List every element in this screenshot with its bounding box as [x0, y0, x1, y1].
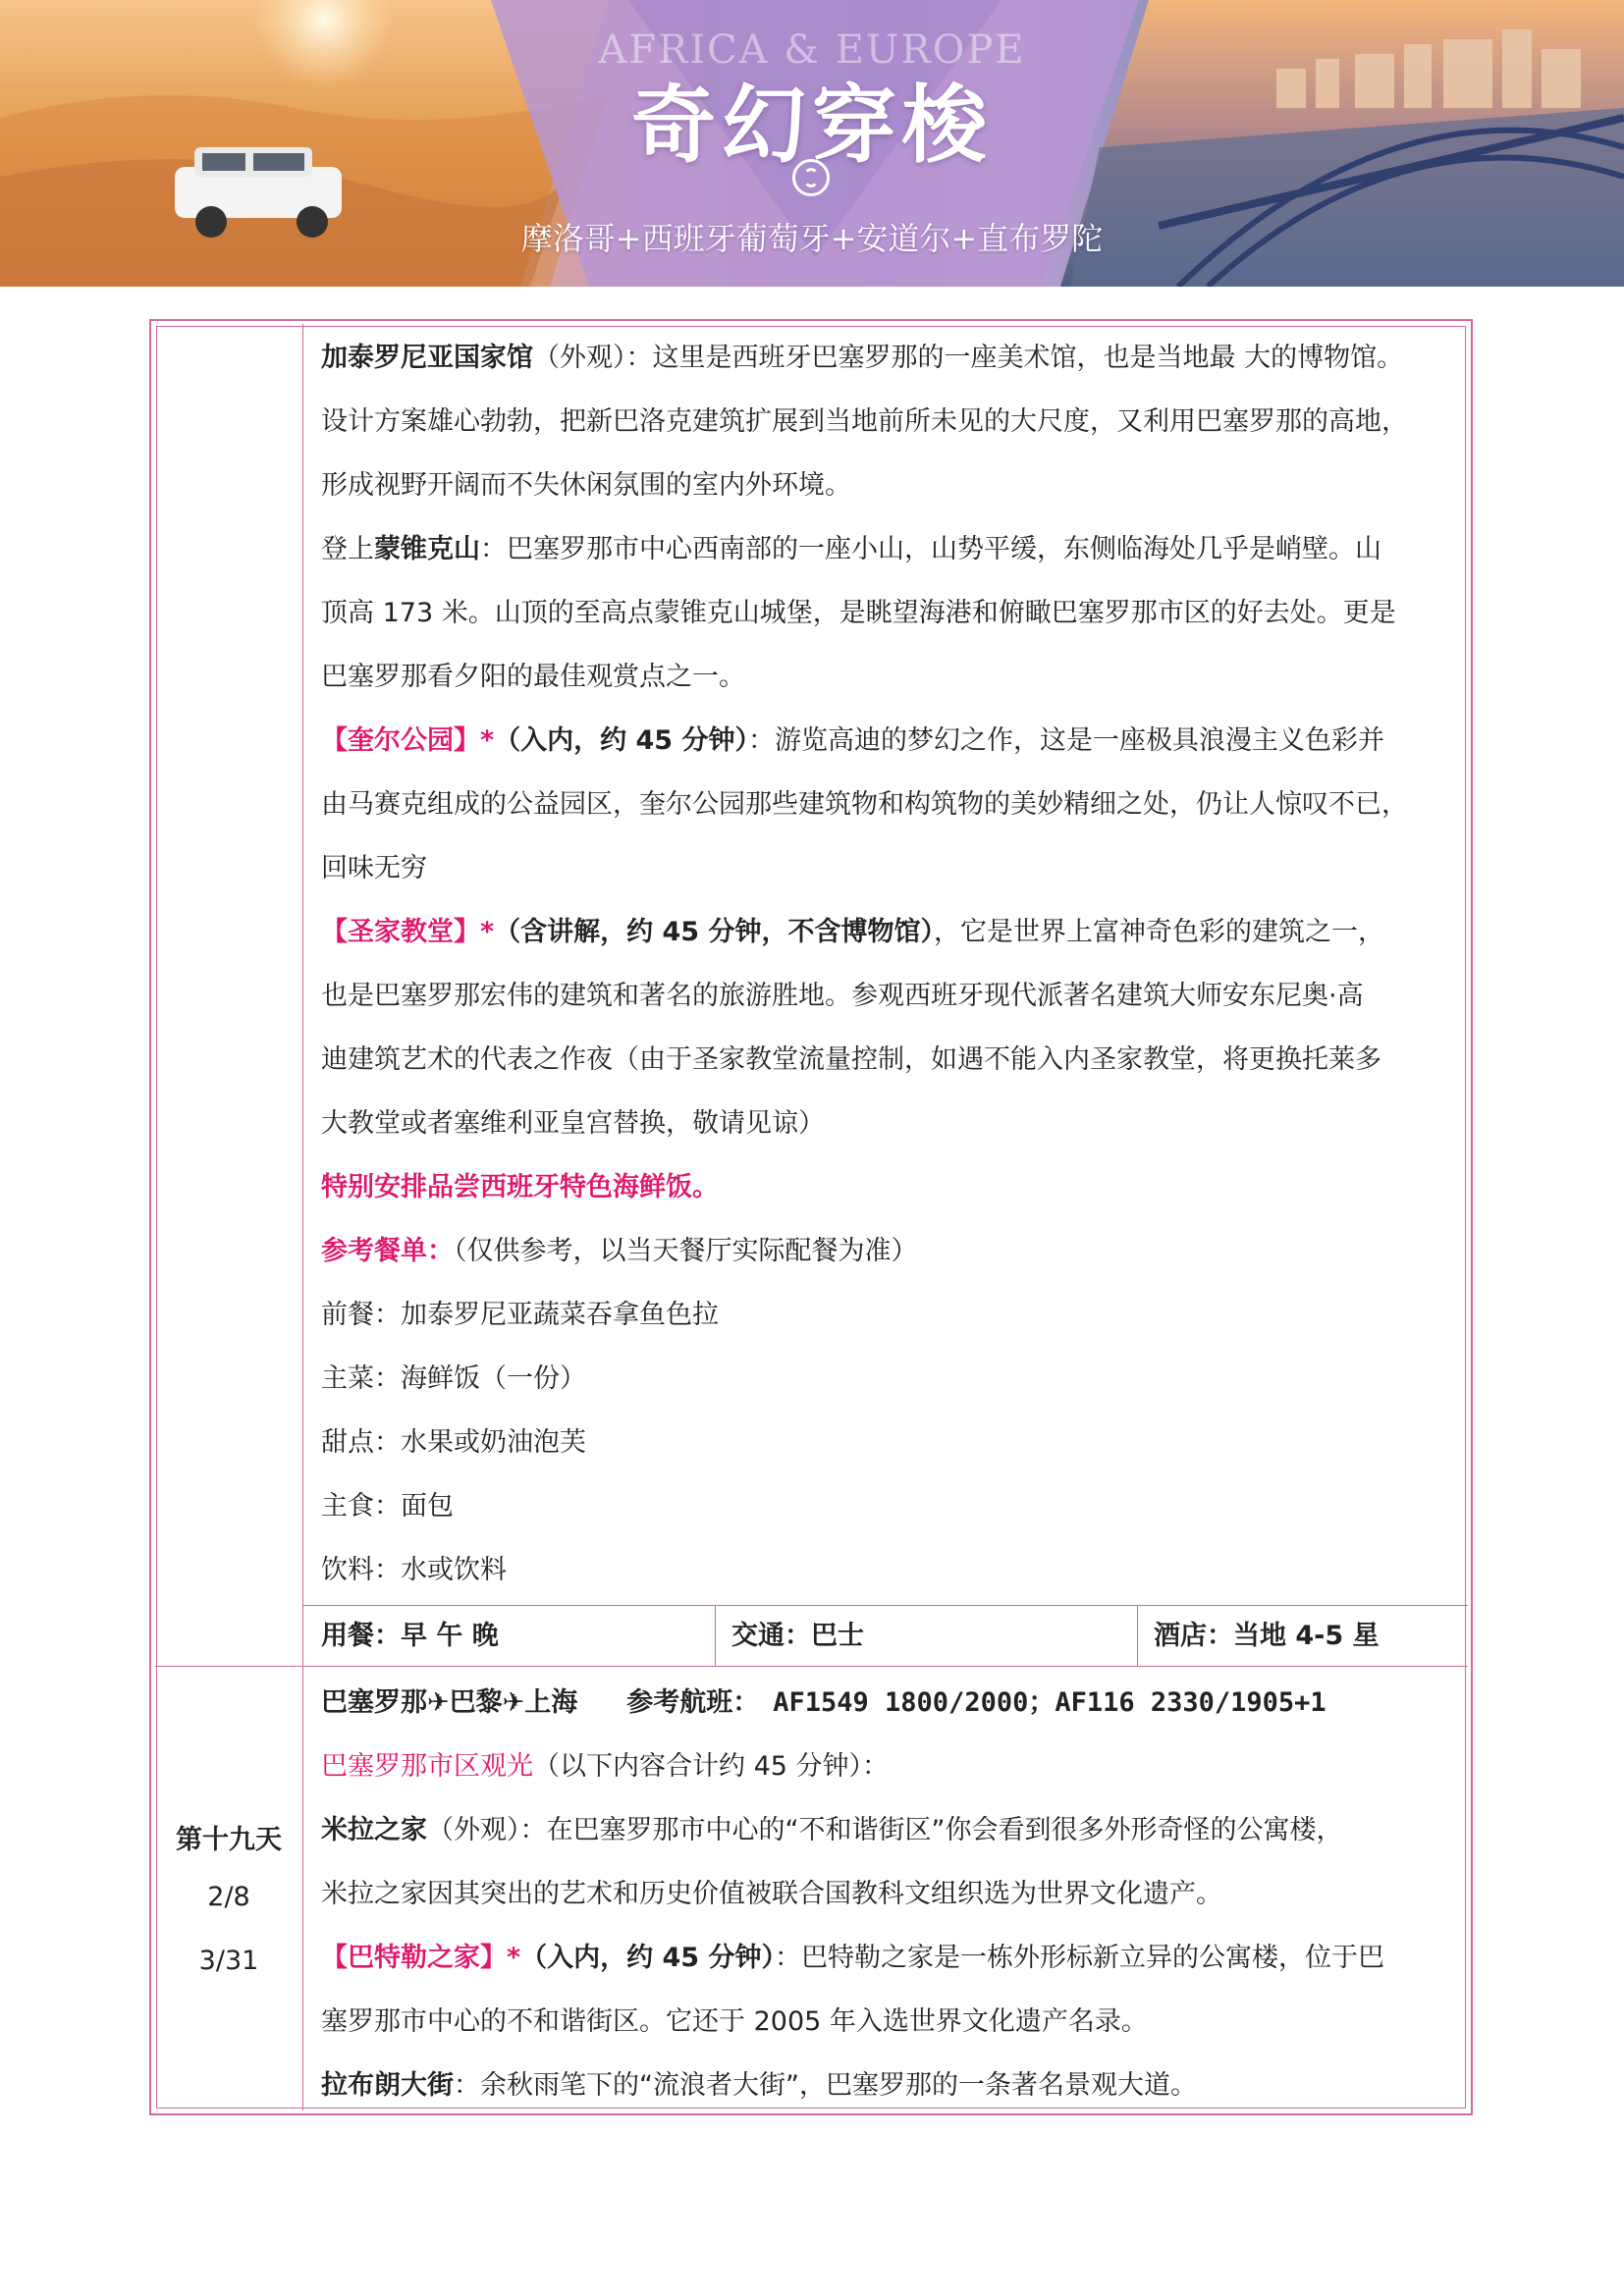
paragraph-casa-mila — [321, 1816, 1342, 1845]
text-line: 也是巴塞罗那宏伟的建筑和著名的旅游胜地。参观西班牙现代派著名建筑大师安东尼奥·高 — [321, 981, 1364, 1011]
menu-title: 参考餐单： — [321, 1236, 454, 1266]
hotel-cell: 酒店：当地 4-5 星 — [1154, 1621, 1380, 1651]
special-meal: 特别安排品尝西班牙特色海鲜饭。 — [321, 1172, 719, 1202]
menu-item: 饮料：水或饮料 — [321, 1555, 507, 1585]
sagrada-familia-note: （含讲解，约 45 分钟，不含博物馆） — [494, 917, 934, 947]
date-1: 2/8 — [207, 1882, 250, 1912]
logo-icon — [792, 159, 830, 196]
text-line: 由马赛克组成的公益园区，奎尔公园那些建筑物和构筑物的美妙精细之处，仍让人惊叹不已， — [321, 789, 1408, 820]
paragraph-la-rambla — [321, 2071, 1197, 2101]
banner-title: 奇幻穿梭 — [631, 77, 993, 175]
city-tour-heading — [321, 1752, 889, 1782]
casa-batllo-name: 【巴特勒之家】* — [321, 1943, 521, 1973]
paragraph-casa-batllo — [321, 1944, 1384, 1973]
banner-subtitle: 摩洛哥+西班牙葡萄牙+安道尔+直布罗陀 — [520, 220, 1104, 257]
column-divider — [302, 324, 303, 2110]
city-tour-title: 巴塞罗那市区观光 — [321, 1751, 533, 1782]
day-label: 第十九天 — [176, 1825, 282, 1855]
row-divider — [155, 1666, 1468, 1667]
cell-divider — [715, 1605, 716, 1666]
park-guell-note: （入内，约 45 分钟） — [494, 725, 748, 756]
banner-english-title: AFRICA & EUROPE — [598, 27, 1026, 73]
itinerary-table — [149, 319, 1473, 2115]
casa-batllo-note: （入内，约 45 分钟） — [520, 1943, 775, 1973]
text-line: ：巴塞罗那市中心西南部的一座小山，山势平缓，东侧临海处几乎是峭壁。山 — [480, 534, 1381, 564]
header-banner — [0, 0, 1624, 287]
text-line: 设计方案雄心勃勃，把新巴洛克建筑扩展到当地前所未见的大尺度，又利用巴塞罗那的高地， — [321, 406, 1408, 437]
menu-note: （仅供参考，以当天餐厅实际配餐为准） — [454, 1236, 918, 1266]
text-line: ：游览高迪的梦幻之作，这是一座极具浪漫主义色彩并 — [748, 725, 1384, 756]
menu-item: 主菜：海鲜饭（一份） — [321, 1363, 586, 1394]
casa-mila-name: 米拉之家 — [321, 1815, 427, 1845]
montjuic-name: 蒙锥克山 — [374, 534, 480, 564]
route: 巴塞罗那✈巴黎✈上海 — [321, 1687, 578, 1718]
text-line: 迪建筑艺术的代表之作夜（由于圣家教堂流量控制，如遇不能入内圣家教堂，将更换托莱多 — [321, 1044, 1381, 1075]
national-museum-name: 加泰罗尼亚国家馆 — [321, 343, 533, 373]
text-line: ：余秋雨笔下的“流浪者大街”，巴塞罗那的一条著名景观大道。 — [454, 2070, 1197, 2101]
text-line: 米拉之家因其突出的艺术和历史价值被联合国教科文组织选为世界文化遗产。 — [321, 1879, 1222, 1909]
paragraph-sagrada-familia — [321, 918, 1384, 947]
menu-item: 主食：面包 — [321, 1491, 454, 1522]
park-guell-name: 【奎尔公园】* — [321, 725, 495, 756]
menu-item: 甜点：水果或奶油泡芙 — [321, 1427, 586, 1458]
sagrada-familia-name: 【圣家教堂】* — [321, 917, 495, 947]
text-line: 顶高 173 米。山顶的至高点蒙锥克山城堡，是眺望海港和俯瞰巴塞罗那市区的好去处。更是 — [321, 598, 1396, 628]
paragraph-montjuic — [321, 535, 1381, 564]
la-rambla-name: 拉布朗大街 — [321, 2070, 454, 2101]
text-line: ：巴特勒之家是一栋外形标新立异的公寓楼，位于巴 — [775, 1943, 1384, 1973]
city-tour-note: （以下内容合计约 45 分钟）： — [533, 1751, 890, 1782]
text-line: 塞罗那市中心的不和谐街区。它还于 2005 年入选世界文化遗产名录。 — [321, 2006, 1148, 2037]
text-line: （外观）：在巴塞罗那市中心的“不和谐街区”你会看到很多外形奇怪的公寓楼， — [427, 1815, 1343, 1845]
paragraph-park-guell — [321, 726, 1384, 756]
date-2: 3/31 — [198, 1946, 259, 1976]
cell-divider — [1137, 1605, 1138, 1666]
text-line: 形成视野开阔而不失休闲氛围的室内外环境。 — [321, 470, 851, 501]
text-line: 回味无穷 — [321, 853, 427, 883]
meals-cell: 用餐：早 午 晚 — [321, 1621, 499, 1651]
text-line: 大教堂或者塞维利亚皇宫替换，敬请见谅） — [321, 1108, 825, 1139]
transport-cell: 交通：巴士 — [731, 1621, 864, 1651]
menu-item: 前餐：加泰罗尼亚蔬菜吞拿鱼色拉 — [321, 1300, 719, 1330]
text-line: 登上 — [321, 534, 374, 564]
text-line: 巴塞罗那看夕阳的最佳观赏点之一。 — [321, 662, 745, 692]
text-line: ，它是世界上富神奇色彩的建筑之一， — [934, 917, 1384, 947]
paragraph-national-museum — [321, 344, 1403, 373]
flight-label: 参考航班： — [626, 1687, 760, 1718]
text-line: （外观）：这里是西班牙巴塞罗那的一座美术馆，也是当地最 大的博物馆。 — [533, 343, 1404, 373]
row-divider — [302, 1605, 1468, 1606]
menu-heading — [321, 1237, 918, 1266]
route-line — [321, 1688, 1326, 1718]
flight-info: AF1549 1800/2000；AF116 2330/1905+1 — [773, 1687, 1326, 1718]
